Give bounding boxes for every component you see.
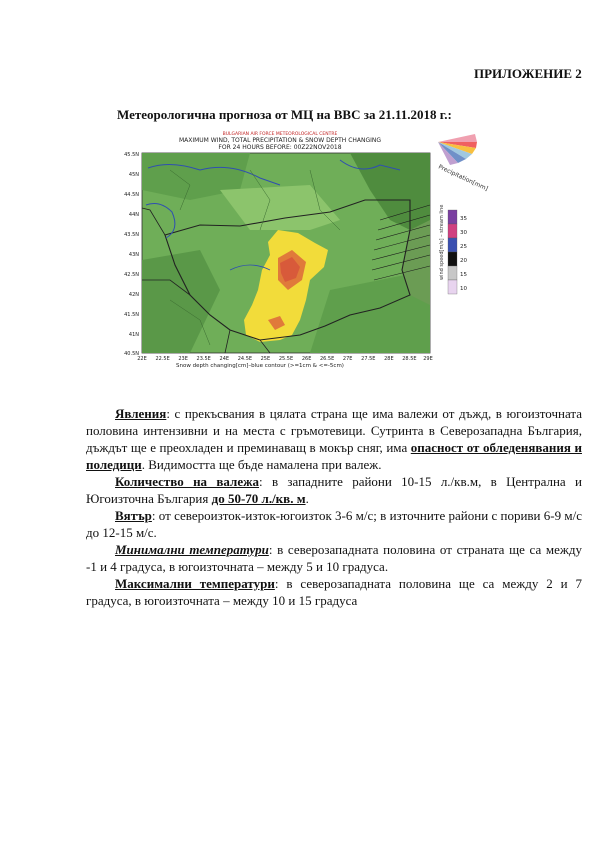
precipitation-paragraph: Количество на валежа: в западните райони 10-15 л./кв.м, в Централна и Югоизточна България до 50-70 л./кв. м. <box>86 474 582 506</box>
map-title-line1: MAXIMUM WIND, TOTAL PRECIPITATION & SNOW DEPTH CHANGING <box>178 137 382 144</box>
svg-text:42.5N: 42.5N <box>124 272 139 278</box>
max-temp-label: Максимални температури <box>115 576 275 591</box>
wind-bar-30 <box>448 224 457 238</box>
wind-tick-35: 35 <box>460 216 467 222</box>
max-temp-paragraph: Максимални температури: в северозападната половина ще са между 2 и 7 градуса, в югоизточната – между 10 и 15 градуса <box>86 576 582 608</box>
svg-text:23E: 23E <box>178 356 188 362</box>
precip-amount: до 50-70 л./кв. м <box>211 491 306 506</box>
wind-bar-10 <box>448 280 457 294</box>
phenomena-paragraph: Явления: с прекъсвания в цялата страна ще има валежи от дъжд, в югоизточната половина интензивни и на места с гръмотевици. Сутринта в Северозападна България, дъждът ще е преохладен и преминаващ в мокър сняг, има опасност от обледенявания и поледици. Видимостта ще бъде намалена при валеж. <box>86 406 582 472</box>
svg-text:24E: 24E <box>219 356 230 362</box>
svg-text:23.5E: 23.5E <box>196 356 211 362</box>
svg-text:43N: 43N <box>128 252 139 258</box>
min-temp-paragraph: Минимални температури: в северозападната половина от страната ще са между -1 и 4 градуса, в югоизточната – между 5 и 10 градуса. <box>86 542 582 574</box>
svg-text:29E: 29E <box>423 356 433 362</box>
wind-bar-20 <box>448 252 457 266</box>
wind-tick-20: 20 <box>460 258 467 264</box>
svg-text:40.5N: 40.5N <box>124 351 139 357</box>
svg-text:28.5E: 28.5E <box>402 356 417 362</box>
wind-tick-30: 30 <box>460 230 467 236</box>
wind-tick-10: 10 <box>460 286 467 292</box>
svg-text:25E: 25E <box>260 356 271 362</box>
svg-text:28E: 28E <box>384 356 394 362</box>
wind-bar-35 <box>448 210 457 224</box>
svg-text:43.5N: 43.5N <box>124 232 139 238</box>
annex-label: ПРИЛОЖЕНИЕ 2 <box>474 66 582 81</box>
precip-label: Количество на валежа <box>115 474 260 489</box>
wind-bar-25 <box>448 238 457 252</box>
svg-text:25.5E: 25.5E <box>278 356 294 362</box>
hazard-warning: опасност от обледенявания и поледици <box>86 440 582 472</box>
wind-paragraph: Вятър: от североизток-изток-югоизток 3-6 м/с; в източните райони с пориви 6-9 м/с до 12-15 м/с. <box>86 508 582 540</box>
svg-text:26.5E: 26.5E <box>319 356 335 362</box>
wind-bar-15 <box>448 266 457 280</box>
precip-legend-label: Precipitation[mm] <box>437 163 489 193</box>
svg-text:27E: 27E <box>342 356 353 362</box>
map-plot-area <box>142 153 430 353</box>
map-title-line2: FOR 24 HOURS BEFORE: 00Z22NOV2018 <box>218 144 342 151</box>
wind-tick-15: 15 <box>460 272 467 278</box>
svg-text:44.5N: 44.5N <box>124 192 139 198</box>
svg-text:22.5E: 22.5E <box>155 356 170 362</box>
lon-ticks <box>137 356 433 362</box>
wind-speed-legend <box>439 205 467 294</box>
map-footer: Snow depth changing[cm]–blue contour (>=1cm & <=-5cm) <box>176 363 344 369</box>
precipitation-legend <box>437 134 489 193</box>
svg-text:41N: 41N <box>128 332 139 338</box>
svg-text:24.5E: 24.5E <box>237 356 253 362</box>
min-temp-label: Минимални температури <box>115 542 269 557</box>
phenomena-label: Явления <box>115 406 167 421</box>
svg-text:26E: 26E <box>301 356 312 362</box>
svg-text:41.5N: 41.5N <box>124 312 139 318</box>
svg-text:22E: 22E <box>137 356 147 362</box>
forecast-text <box>86 405 582 609</box>
svg-text:42N: 42N <box>128 292 139 298</box>
forecast-map <box>110 130 489 369</box>
svg-text:27.5E: 27.5E <box>361 356 376 362</box>
wind-legend-label: wind speed[m/s] – stream line <box>439 204 445 280</box>
svg-text:44N: 44N <box>128 212 139 218</box>
map-center-line: BULGARIAN AIR FORCE METEOROLOGICAL CENTRE <box>222 132 338 137</box>
wind-tick-25: 25 <box>460 244 467 250</box>
wind-label: Вятър <box>115 508 152 523</box>
lat-ticks <box>124 152 139 357</box>
page-title: Метеорологична прогноза от МЦ на ВВС за 21.11.2018 г.: <box>117 107 452 122</box>
svg-text:45.5N: 45.5N <box>124 152 139 158</box>
svg-text:45N: 45N <box>128 172 139 178</box>
